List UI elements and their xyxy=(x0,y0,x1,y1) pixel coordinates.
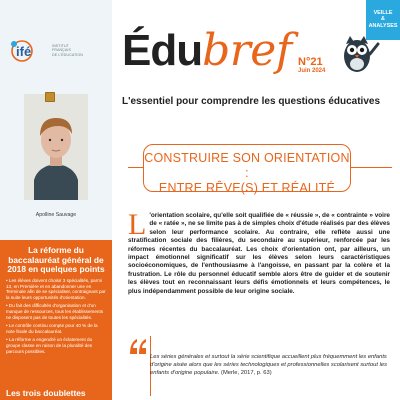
reform-item: • La réforme a engendré un éclatement du groupe classe en raison de la pluralité des parcours possibles. xyxy=(6,337,93,354)
left-sidebar xyxy=(0,0,112,400)
reform-box xyxy=(0,240,112,400)
reform-item: • Le contrôle continu compte pour 40 % de la note finale du baccalauréat. xyxy=(6,323,98,334)
section-title: CONSTRUIRE SON ORIENTATION : ENTRE RÊVE(S) ET RÉALITÉ xyxy=(144,151,350,195)
reform-item: • Du fait des difficultés d'organisation et d'un manque de ressources, tous les établissements ne disposent pas de toutes les spécialités. xyxy=(6,303,104,320)
ife-logo-mark xyxy=(8,38,52,62)
tagline: L'essentiel pour comprendre les questions éducatives xyxy=(122,96,381,107)
quote-mark-icon xyxy=(128,336,148,356)
section-banner xyxy=(143,144,351,195)
edubref-title xyxy=(122,26,292,76)
reform-next-title: Les trois doublettes xyxy=(6,388,86,398)
reform-item: • Les élèves doivent choisir 3 spécialités, parmi 13, en Première et en abandonner une en Terminale afin de se spécialiser, contraignant par la suite leurs opportunités d'orientation. xyxy=(6,278,106,300)
quote-source: (Merle, 2017, p. 63) xyxy=(219,369,272,376)
portrait-photo xyxy=(24,94,88,200)
drop-cap: L xyxy=(128,208,147,241)
svg-text:ifé: ifé xyxy=(16,44,32,59)
article-body xyxy=(128,208,390,296)
reform-title: La réforme du baccalauréat général de 2018 en quelques points xyxy=(7,245,105,275)
ife-logo xyxy=(8,38,108,62)
brand-part-1: Édu xyxy=(122,26,203,75)
issue-info xyxy=(298,56,325,75)
brand-part-2: bref xyxy=(202,25,292,76)
issue-date: Juin 2024 xyxy=(298,68,326,74)
pull-quote xyxy=(150,354,396,377)
veille-analyses-badge: VEILLE & ANALYSES xyxy=(366,0,400,40)
reform-list xyxy=(6,278,106,357)
article-text: 'orientation scolaire, qu'elle soit qualifiée de « réussie », de « contrainte » voire de « ratée », ne se limite pas à de simples choix d'étude réalisés par des élèves selon leur performance scolaire. Au contraire, elle reflète aussi une stratification sociale des filières, du secondaire au supérieur, renforcée par les réformes récentes du baccalauréat. Les choix d'orientation ont, par ailleurs, un impact émotionnel significatif sur les élèves selon leurs caractéristiques socioéconomiques, de l'enthousiasme à l'angoisse, en passant par la colère et la frustration. Le rôle du personnel éducatif semble alors être de guider et de soutenir les élèves tout en reconnaissant leurs défis émotionnels et leurs compétences, le plus indépendamment possible de leur origine sociale. xyxy=(128,212,390,295)
pushpin-icon xyxy=(45,92,55,102)
photo-caption: Apolline Sauvage xyxy=(35,212,77,218)
ife-logo-tagline: INSTITUT FRANÇAIS DE L'ÉDUCATION xyxy=(52,44,83,57)
quote-text: Les séries générales et surtout la série scientifique accueillent plus fréquemment les enfants d'origine aisée alors que les séries technologiques et professionnelles scolarisent surtout les enfants d'origine populaire. xyxy=(150,354,387,376)
issue-number: N°21 xyxy=(298,56,323,68)
